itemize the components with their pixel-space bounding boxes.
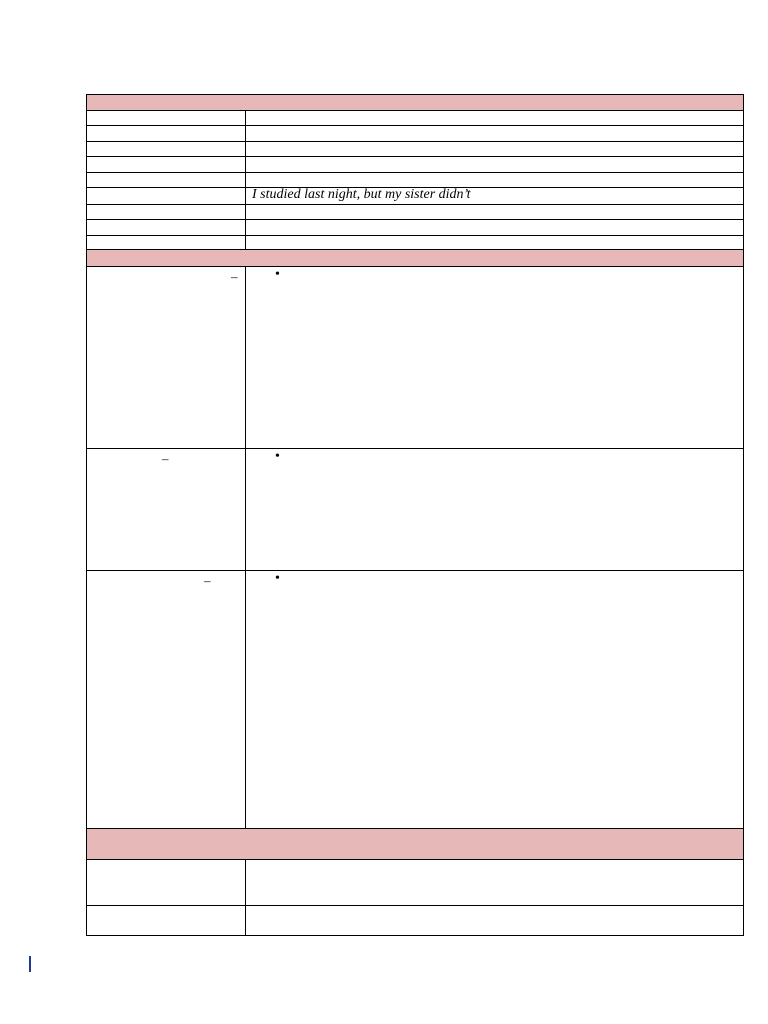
header-band-2 — [87, 250, 744, 267]
stage-row — [87, 571, 744, 829]
info-row — [87, 220, 744, 236]
stage-dash: – — [162, 451, 169, 466]
info-row-value — [246, 220, 744, 236]
info-row-label — [87, 111, 246, 126]
bullet-point: • — [275, 449, 280, 464]
header-band-2-cell — [87, 250, 744, 267]
header-band-1-cell — [87, 95, 744, 111]
bullet-point: • — [275, 571, 280, 586]
info-row — [87, 236, 744, 250]
info-row-label — [87, 126, 246, 142]
footer-row-value — [246, 860, 744, 906]
header-band-3 — [87, 829, 744, 860]
example-sentence: I studied last night, but my sister didn’t — [246, 188, 744, 205]
footer-row — [87, 860, 744, 906]
header-band-1 — [87, 95, 744, 111]
lesson-plan-table — [86, 94, 744, 936]
stage-label-cell — [87, 449, 246, 571]
info-row — [87, 126, 744, 142]
info-row-value — [246, 126, 744, 142]
info-row-example — [87, 188, 744, 205]
info-row — [87, 142, 744, 157]
info-row-label — [87, 142, 246, 157]
info-row-value — [246, 111, 744, 126]
info-row-value — [246, 205, 744, 220]
info-row-value — [246, 142, 744, 157]
header-band-3-cell — [87, 829, 744, 860]
info-row-value — [246, 157, 744, 173]
info-row-value — [246, 173, 744, 188]
info-row-label — [87, 173, 246, 188]
info-row-label — [87, 220, 246, 236]
stage-content-cell — [246, 267, 744, 449]
stage-content-cell — [246, 449, 744, 571]
info-row-label — [87, 188, 246, 205]
stage-row — [87, 449, 744, 571]
footer-row-label — [87, 906, 246, 936]
info-row-value — [246, 236, 744, 250]
text-cursor-mark — [29, 956, 31, 972]
info-row-label — [87, 157, 246, 173]
info-row — [87, 205, 744, 220]
stage-dash: – — [204, 573, 211, 588]
footer-row-label — [87, 860, 246, 906]
info-row — [87, 157, 744, 173]
info-row-label — [87, 236, 246, 250]
info-row — [87, 111, 744, 126]
footer-row — [87, 906, 744, 936]
info-row-label — [87, 205, 246, 220]
stage-label-cell — [87, 267, 246, 449]
stage-row — [87, 267, 744, 449]
stage-label-cell — [87, 571, 246, 829]
footer-row-value — [246, 906, 744, 936]
stage-content-cell — [246, 571, 744, 829]
stage-dash: – — [231, 269, 238, 284]
info-row — [87, 173, 744, 188]
bullet-point: • — [275, 267, 280, 282]
